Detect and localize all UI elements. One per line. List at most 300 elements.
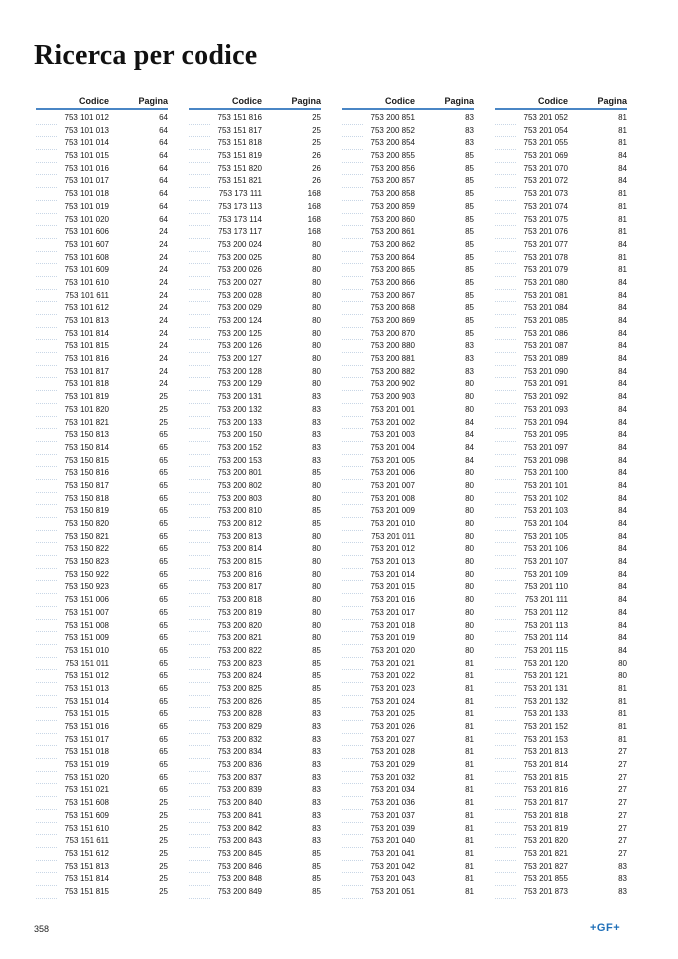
table-row: [189, 340, 321, 353]
table-row: [495, 620, 627, 633]
code-cell: 753 200 821: [217, 633, 262, 643]
page-cell: 80: [465, 531, 474, 541]
page-cell: 80: [465, 404, 474, 414]
table-row: [342, 480, 474, 493]
code-cell: 753 201 043: [370, 874, 415, 884]
page-cell: 85: [312, 671, 321, 681]
table-row: [342, 759, 474, 772]
index-column-4: [495, 94, 627, 899]
code-cell: 753 201 091: [523, 379, 568, 389]
page-cell: 84: [618, 354, 627, 364]
table-row: [189, 531, 321, 544]
table-row: [342, 861, 474, 874]
page-cell: 25: [159, 874, 168, 884]
code-cell: 753 201 072: [523, 176, 568, 186]
code-cell: 753 201 011: [371, 531, 415, 541]
page-cell: 25: [159, 392, 168, 402]
code-cell: 753 201 098: [523, 455, 568, 465]
code-cell: 753 151 008: [64, 620, 109, 630]
table-row: [342, 746, 474, 759]
code-cell: 753 200 825: [217, 683, 262, 693]
page-title: Ricerca per codice: [34, 40, 258, 71]
code-cell: 753 150 823: [64, 557, 109, 567]
code-cell: 753 201 085: [523, 316, 568, 325]
page-cell: 81: [465, 772, 474, 782]
code-cell: 753 201 021: [370, 658, 415, 668]
table-row: [342, 556, 474, 569]
page-cell: 65: [159, 696, 168, 706]
table-row: [189, 442, 321, 455]
page-cell: 84: [618, 328, 627, 338]
table-row: [189, 835, 321, 848]
table-row: [36, 175, 168, 188]
code-cell: 753 200 864: [370, 252, 415, 262]
code-cell: 753 200 854: [370, 138, 415, 148]
code-cell: 753 201 005: [370, 455, 415, 465]
code-cell: 753 201 855: [523, 874, 568, 884]
code-cell: 753 201 815: [523, 772, 568, 782]
page-cell: 81: [618, 252, 627, 262]
code-cell: 753 150 820: [64, 519, 109, 528]
page-cell: 83: [312, 760, 321, 770]
code-cell: 753 201 034: [370, 785, 415, 795]
page-cell: 85: [312, 874, 321, 884]
code-cell: 753 200 153: [217, 455, 262, 465]
page-cell: 85: [465, 151, 474, 161]
table-row: [342, 163, 474, 176]
page-cell: 65: [159, 468, 168, 478]
table-row: [495, 696, 627, 709]
code-cell: 753 151 014: [64, 696, 109, 706]
page-cell: 65: [159, 645, 168, 655]
page-cell: 85: [465, 277, 474, 287]
table-row: [36, 239, 168, 252]
page-cell: 85: [312, 886, 321, 896]
code-cell: 753 200 882: [370, 366, 415, 376]
code-cell: 753 201 012: [370, 544, 415, 554]
index-column-2: [189, 94, 321, 899]
code-cell: 753 200 861: [370, 227, 415, 237]
page-cell: 85: [312, 683, 321, 693]
code-cell: 753 200 855: [370, 151, 415, 161]
page-cell: 65: [159, 569, 168, 579]
code-cell: 753 151 007: [64, 607, 109, 617]
code-cell: 753 201 090: [523, 366, 568, 376]
code-cell: 753 151 818: [217, 138, 262, 148]
page-cell: 83: [618, 861, 627, 871]
page-cell: 84: [618, 480, 627, 490]
code-cell: 753 200 848: [217, 874, 262, 884]
table-row: [342, 594, 474, 607]
table-row: [495, 873, 627, 886]
code-cell: 753 200 880: [370, 341, 415, 351]
table-row: [189, 353, 321, 366]
table-row: [189, 505, 321, 518]
code-cell: 753 101 014: [64, 138, 109, 148]
table-row: [342, 518, 474, 531]
code-cell: 753 201 054: [523, 125, 568, 135]
code-cell: 753 200 810: [217, 506, 262, 516]
table-row: [36, 848, 168, 861]
page-cell: 84: [618, 468, 627, 478]
page-cell: 80: [465, 480, 474, 490]
page-cell: 80: [465, 506, 474, 516]
table-row: [189, 581, 321, 594]
page-cell: 168: [307, 189, 321, 199]
code-cell: 753 200 862: [370, 239, 415, 249]
code-cell: 753 101 016: [64, 163, 109, 173]
code-cell: 753 150 923: [64, 582, 109, 592]
code-cell: 753 201 004: [370, 442, 415, 452]
code-cell: 753 201 074: [523, 201, 568, 211]
page-cell: 80: [465, 633, 474, 643]
code-cell: 753 201 095: [523, 430, 568, 440]
page-cell: 81: [618, 138, 627, 148]
table-row: [342, 696, 474, 709]
code-cell: 753 201 023: [370, 683, 415, 693]
page-cell: 84: [618, 430, 627, 440]
page-cell: 81: [618, 214, 627, 224]
code-cell: 753 200 845: [217, 848, 262, 858]
table-row: [495, 163, 627, 176]
code-cell: 753 201 097: [523, 442, 568, 452]
code-cell: 753 201 017: [370, 607, 415, 617]
page-cell: 84: [618, 544, 627, 554]
page-cell: 24: [159, 252, 168, 262]
table-row: [189, 252, 321, 265]
code-cell: 753 200 801: [217, 468, 262, 478]
page-cell: 81: [465, 874, 474, 884]
table-row: [342, 125, 474, 138]
code-cell: 753 101 609: [64, 265, 109, 275]
code-cell: 753 101 820: [64, 404, 109, 414]
code-cell: 753 200 846: [217, 861, 262, 871]
code-cell: 753 201 018: [370, 620, 415, 630]
code-cell: 753 201 112: [524, 607, 568, 617]
code-cell: 753 101 814: [64, 328, 109, 338]
page-cell: 80: [465, 544, 474, 554]
page-cell: 85: [465, 214, 474, 224]
code-cell: 753 101 816: [64, 354, 109, 364]
page-cell: 24: [159, 328, 168, 338]
table-row: [495, 175, 627, 188]
page-cell: 85: [465, 239, 474, 249]
code-cell: 753 173 111: [218, 189, 262, 199]
page-cell: 25: [312, 113, 321, 122]
page-cell: 85: [465, 328, 474, 338]
code-cell: 753 151 019: [64, 760, 109, 770]
page-cell: 84: [618, 569, 627, 579]
table-row: [495, 708, 627, 721]
table-row: [495, 366, 627, 379]
code-cell: 753 201 040: [370, 836, 415, 846]
table-row: [36, 759, 168, 772]
page-cell: 85: [465, 265, 474, 275]
table-row: [342, 315, 474, 328]
column-header: [495, 94, 627, 108]
page-cell: 27: [618, 823, 627, 833]
table-row: [189, 594, 321, 607]
code-cell: 753 150 817: [64, 480, 109, 490]
code-cell: 753 201 015: [370, 582, 415, 592]
table-row: [189, 214, 321, 227]
table-row: [36, 645, 168, 658]
table-row: [36, 607, 168, 620]
code-cell: 753 200 817: [217, 582, 262, 592]
page-cell: 80: [618, 658, 627, 668]
code-cell: 753 201 073: [523, 189, 568, 199]
page-cell: 83: [312, 734, 321, 744]
code-cell: 753 200 858: [370, 189, 415, 199]
page-cell: 85: [465, 176, 474, 186]
table-row: [495, 302, 627, 315]
code-cell: 753 200 813: [217, 531, 262, 541]
code-cell: 753 201 070: [523, 163, 568, 173]
table-row: [342, 404, 474, 417]
table-row: [189, 404, 321, 417]
code-cell: 753 200 867: [370, 290, 415, 300]
code-cell: 753 200 869: [370, 316, 415, 325]
table-row: [189, 480, 321, 493]
table-row: [189, 137, 321, 150]
table-row: [495, 493, 627, 506]
table-row: [36, 290, 168, 303]
table-row: [36, 455, 168, 468]
code-cell: 753 201 051: [370, 886, 415, 896]
table-row: [495, 137, 627, 150]
page-cell: 81: [465, 683, 474, 693]
table-row: [189, 632, 321, 645]
code-cell: 753 201 079: [523, 265, 568, 275]
table-row: [36, 873, 168, 886]
code-cell: 753 201 087: [523, 341, 568, 351]
page-cell: 85: [465, 303, 474, 313]
page-cell: 25: [159, 417, 168, 427]
code-cell: 753 151 821: [217, 176, 262, 186]
table-row: [189, 226, 321, 239]
page-cell: 81: [465, 823, 474, 833]
table-row: [342, 493, 474, 506]
page-cell: 25: [159, 404, 168, 414]
code-cell: 753 200 029: [217, 303, 262, 313]
table-row: [342, 645, 474, 658]
code-cell: 753 201 076: [523, 227, 568, 237]
page-cell: 65: [159, 785, 168, 795]
page-cell: 85: [465, 290, 474, 300]
page-cell: 85: [312, 848, 321, 858]
table-row: [495, 239, 627, 252]
page-cell: 84: [618, 582, 627, 592]
table-row: [495, 188, 627, 201]
table-row: [36, 137, 168, 150]
table-row: [342, 340, 474, 353]
page-cell: 85: [465, 201, 474, 211]
page-cell: 84: [465, 442, 474, 452]
code-cell: 753 201 094: [523, 417, 568, 427]
table-row: [495, 290, 627, 303]
page-cell: 83: [465, 113, 474, 122]
table-row: [189, 848, 321, 861]
table-row: [36, 746, 168, 759]
page-cell: 64: [159, 125, 168, 135]
code-cell: 753 200 802: [217, 480, 262, 490]
code-cell: 753 200 828: [217, 709, 262, 719]
code-cell: 753 151 017: [64, 734, 109, 744]
table-row: [495, 417, 627, 430]
page-cell: 83: [312, 810, 321, 820]
code-cell: 753 151 819: [217, 151, 262, 161]
table-row: [189, 467, 321, 480]
code-cell: 753 200 150: [217, 430, 262, 440]
page-cell: 65: [159, 709, 168, 719]
table-row: [342, 543, 474, 556]
code-cell: 753 151 608: [64, 798, 109, 808]
page-cell: 80: [312, 544, 321, 554]
page-cell: 25: [159, 823, 168, 833]
page-cell: 84: [618, 366, 627, 376]
page-cell: 80: [312, 341, 321, 351]
code-cell: 753 200 819: [217, 607, 262, 617]
table-row: [189, 607, 321, 620]
code-cell: 753 150 822: [64, 544, 109, 554]
table-row: [495, 518, 627, 531]
page-cell: 80: [312, 379, 321, 389]
table-row: [189, 239, 321, 252]
table-row: [189, 645, 321, 658]
code-cell: 753 150 922: [64, 569, 109, 579]
table-row: [495, 886, 627, 899]
page-cell: 168: [307, 227, 321, 237]
table-row: [36, 784, 168, 797]
code-cell: 753 200 816: [217, 569, 262, 579]
header-rule: [36, 108, 168, 110]
code-cell: 753 201 101: [523, 480, 568, 490]
page-cell: 81: [465, 836, 474, 846]
code-cell: 753 201 041: [370, 848, 415, 858]
page-cell: 27: [618, 810, 627, 820]
table-row: [342, 581, 474, 594]
code-cell: 753 201 019: [370, 633, 415, 643]
table-row: [189, 873, 321, 886]
code-cell: 753 151 010: [64, 645, 109, 655]
page-cell: 85: [465, 252, 474, 262]
code-cell: 753 200 026: [217, 265, 262, 275]
code-cell: 753 201 009: [370, 506, 415, 516]
page-cell: 24: [159, 290, 168, 300]
code-cell: 753 101 018: [64, 189, 109, 199]
table-row: [495, 480, 627, 493]
page-cell: 24: [159, 366, 168, 376]
code-cell: 753 150 818: [64, 493, 109, 503]
page-cell: 25: [159, 861, 168, 871]
page-cell: 65: [159, 683, 168, 693]
code-cell: 753 201 115: [524, 645, 568, 655]
table-row: [36, 150, 168, 163]
table-row: [36, 252, 168, 265]
table-row: [495, 746, 627, 759]
table-row: [495, 353, 627, 366]
table-row: [36, 125, 168, 138]
code-cell: 753 200 856: [370, 163, 415, 173]
table-row: [342, 328, 474, 341]
page-cell: 84: [618, 290, 627, 300]
table-row: [189, 277, 321, 290]
table-row: [36, 201, 168, 214]
page-cell: 85: [312, 861, 321, 871]
table-row: [189, 670, 321, 683]
code-cell: 753 101 817: [64, 366, 109, 376]
page-cell: 25: [159, 848, 168, 858]
page-cell: 81: [465, 848, 474, 858]
code-cell: 753 201 111: [524, 595, 568, 605]
table-row: [189, 378, 321, 391]
table-row: [189, 658, 321, 671]
table-row: [36, 708, 168, 721]
table-row: [495, 759, 627, 772]
table-row: [189, 366, 321, 379]
table-row: [342, 708, 474, 721]
code-cell: 753 201 121: [523, 671, 568, 681]
page-cell: 80: [312, 354, 321, 364]
code-cell: 753 150 815: [64, 455, 109, 465]
table-row: [342, 277, 474, 290]
table-row: [189, 112, 321, 125]
code-cell: 753 201 013: [370, 557, 415, 567]
table-row: [189, 455, 321, 468]
page-cell: 65: [159, 633, 168, 643]
code-cell: 753 151 816: [217, 113, 262, 122]
page-cell: 80: [465, 468, 474, 478]
page-cell: 64: [159, 163, 168, 173]
table-row: [342, 239, 474, 252]
index-column-1: [36, 94, 168, 899]
page-cell: 83: [312, 455, 321, 465]
code-cell: 753 201 016: [370, 595, 415, 605]
code-cell: 753 101 606: [64, 227, 109, 237]
page-cell: 65: [159, 722, 168, 731]
page-cell: 64: [159, 138, 168, 148]
table-row: [342, 835, 474, 848]
code-cell: 753 201 028: [370, 747, 415, 757]
code-cell: 753 201 001: [370, 404, 415, 414]
page-cell: 83: [465, 138, 474, 148]
table-row: [342, 772, 474, 785]
code-cell: 753 151 021: [64, 785, 109, 795]
page-cell: 81: [465, 658, 474, 668]
table-row: [189, 886, 321, 899]
code-cell: 753 201 036: [370, 798, 415, 808]
page-cell: 81: [465, 722, 474, 731]
code-cell: 753 101 015: [64, 151, 109, 161]
code-cell: 753 200 820: [217, 620, 262, 630]
page-cell: 25: [159, 810, 168, 820]
page-cell: 65: [159, 430, 168, 440]
code-cell: 753 101 017: [64, 176, 109, 186]
page-cell: 65: [159, 772, 168, 782]
page-cell: 80: [465, 582, 474, 592]
table-row: [189, 290, 321, 303]
code-cell: 753 200 124: [217, 316, 262, 325]
page-cell: 80: [312, 633, 321, 643]
page-cell: 65: [159, 544, 168, 554]
page-cell: 84: [618, 607, 627, 617]
table-row: [495, 835, 627, 848]
table-row: [36, 556, 168, 569]
page-cell: 83: [312, 442, 321, 452]
code-cell: 753 201 008: [370, 493, 415, 503]
page-cell: 27: [618, 747, 627, 757]
code-cell: 753 201 022: [370, 671, 415, 681]
